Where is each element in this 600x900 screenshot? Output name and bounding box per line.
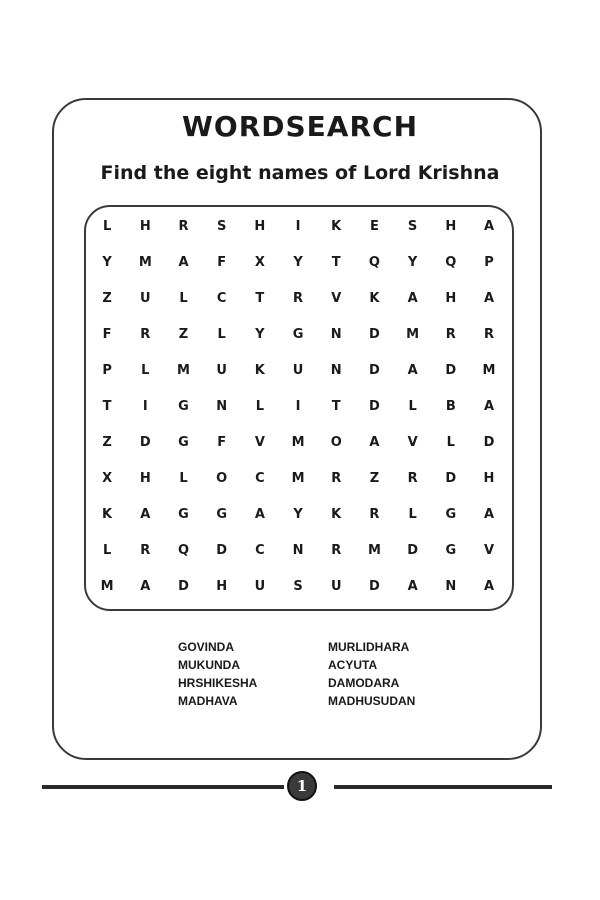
grid-cell[interactable]: A: [407, 578, 418, 594]
footer-divider-right: [334, 785, 552, 789]
grid-cell[interactable]: D: [369, 362, 380, 378]
grid-cell[interactable]: L: [179, 470, 188, 486]
grid-cell[interactable]: T: [255, 290, 265, 306]
grid-cell[interactable]: I: [142, 398, 148, 414]
grid-cell[interactable]: L: [408, 398, 417, 414]
grid-cell[interactable]: L: [102, 542, 112, 558]
grid-cell[interactable]: L: [217, 326, 226, 342]
grid-cell[interactable]: U: [140, 290, 151, 306]
grid-cell[interactable]: Z: [102, 434, 112, 450]
grid-cell[interactable]: B: [445, 398, 456, 414]
grid-cell[interactable]: A: [483, 398, 494, 414]
grid-cell[interactable]: Z: [369, 470, 380, 486]
grid-cell[interactable]: Q: [445, 254, 457, 270]
grid-cell[interactable]: M: [100, 578, 114, 594]
grid-cell[interactable]: T: [331, 254, 341, 270]
grid-cell[interactable]: S: [216, 218, 227, 234]
grid-cell[interactable]: N: [292, 542, 304, 558]
grid-cell[interactable]: R: [483, 326, 494, 342]
grid-cell[interactable]: H: [445, 218, 457, 234]
grid-cell[interactable]: A: [140, 578, 151, 594]
grid-cell[interactable]: D: [178, 578, 189, 594]
word-list-item: HRSHIKESHA: [178, 676, 258, 690]
word-list-item: MUKUNDA: [178, 658, 240, 672]
grid-cell[interactable]: O: [216, 470, 228, 486]
grid-cell[interactable]: Y: [102, 254, 112, 270]
word-list-item: ACYUTA: [328, 658, 378, 672]
grid-cell[interactable]: F: [217, 434, 227, 450]
grid-cell[interactable]: E: [369, 218, 379, 234]
grid-cell[interactable]: A: [140, 506, 151, 522]
grid-cell[interactable]: A: [178, 254, 189, 270]
grid-cell[interactable]: K: [102, 506, 113, 522]
grid-cell[interactable]: H: [254, 218, 266, 234]
letter-grid: [88, 208, 508, 604]
grid-cell[interactable]: N: [216, 398, 228, 414]
grid-cell[interactable]: N: [330, 362, 342, 378]
grid-cell[interactable]: M: [406, 326, 420, 342]
grid-cell[interactable]: F: [217, 254, 227, 270]
grid-cell[interactable]: R: [331, 470, 342, 486]
grid-cell[interactable]: H: [216, 578, 228, 594]
grid-cell[interactable]: S: [293, 578, 303, 594]
grid-cell[interactable]: N: [330, 326, 342, 342]
grid-cell[interactable]: K: [331, 506, 342, 522]
grid-cell[interactable]: Y: [255, 326, 265, 342]
grid-cell[interactable]: A: [483, 506, 494, 522]
grid-cell[interactable]: L: [141, 362, 150, 378]
grid-cell[interactable]: G: [216, 506, 227, 522]
word-list-right: [328, 638, 415, 710]
grid-cell[interactable]: A: [254, 506, 265, 522]
grid-cell[interactable]: R: [293, 290, 304, 306]
word-list-item: MURLIDHARA: [328, 640, 410, 654]
grid-cell[interactable]: K: [331, 218, 342, 234]
grid-cell[interactable]: D: [445, 470, 457, 486]
grid-cell[interactable]: D: [369, 398, 380, 414]
grid-cell[interactable]: L: [179, 290, 188, 306]
grid-cell[interactable]: C: [255, 542, 265, 558]
word-list-item: DAMODARA: [328, 676, 400, 690]
grid-cell[interactable]: U: [216, 362, 227, 378]
grid-cell[interactable]: H: [483, 470, 495, 486]
grid-cell[interactable]: K: [369, 290, 380, 306]
grid-cell[interactable]: V: [331, 290, 342, 306]
grid-cell[interactable]: M: [138, 254, 152, 270]
grid-cell[interactable]: H: [445, 290, 457, 306]
grid-cell[interactable]: X: [102, 470, 113, 486]
grid-cell[interactable]: T: [331, 398, 341, 414]
grid-cell[interactable]: L: [255, 398, 264, 414]
page-title: WORDSEARCH: [182, 110, 418, 143]
grid-cell[interactable]: Y: [293, 254, 303, 270]
grid-cell[interactable]: A: [369, 434, 380, 450]
grid-cell[interactable]: G: [178, 398, 189, 414]
grid-cell[interactable]: R: [445, 326, 456, 342]
grid-cell[interactable]: R: [407, 470, 418, 486]
grid-cell[interactable]: G: [178, 506, 189, 522]
grid-cell[interactable]: R: [331, 542, 342, 558]
grid-cell[interactable]: D: [445, 362, 457, 378]
grid-cell[interactable]: I: [295, 398, 301, 414]
grid-cell[interactable]: A: [483, 290, 494, 306]
grid-cell[interactable]: Y: [407, 254, 418, 270]
grid-cell[interactable]: Y: [293, 506, 303, 522]
grid-cell[interactable]: M: [367, 542, 381, 558]
word-list-item: MADHAVA: [178, 694, 238, 708]
grid-cell[interactable]: C: [255, 470, 265, 486]
grid-cell[interactable]: D: [369, 326, 380, 342]
grid-cell[interactable]: U: [330, 578, 342, 594]
word-list-item: GOVINDA: [178, 640, 235, 654]
grid-cell[interactable]: G: [445, 542, 457, 558]
grid-cell[interactable]: R: [178, 218, 189, 234]
grid-cell[interactable]: D: [139, 434, 151, 450]
grid-cell[interactable]: D: [483, 434, 495, 450]
grid-cell[interactable]: L: [408, 506, 417, 522]
grid-cell[interactable]: N: [445, 578, 457, 594]
grid-cell[interactable]: I: [295, 218, 301, 234]
grid-cell[interactable]: T: [102, 398, 112, 414]
grid-cell[interactable]: G: [445, 506, 457, 522]
grid-cell[interactable]: R: [369, 506, 380, 522]
grid-cell[interactable]: A: [407, 362, 418, 378]
grid-cell[interactable]: R: [140, 326, 151, 342]
grid-cell[interactable]: Q: [177, 542, 189, 558]
grid-cell[interactable]: A: [483, 218, 494, 234]
grid-cell[interactable]: X: [254, 254, 265, 270]
grid-cell[interactable]: M: [291, 434, 305, 450]
word-list-item: MADHUSUDAN: [328, 694, 416, 708]
grid-cell[interactable]: Z: [102, 290, 112, 306]
grid-cell[interactable]: H: [139, 470, 151, 486]
grid-cell[interactable]: R: [140, 542, 151, 558]
grid-cell[interactable]: G: [292, 326, 304, 342]
page-subtitle: Find the eight names of Lord Krishna: [100, 162, 500, 184]
grid-cell[interactable]: G: [178, 434, 189, 450]
grid-cell[interactable]: V: [483, 542, 494, 558]
grid-cell[interactable]: K: [254, 362, 265, 378]
grid-cell[interactable]: V: [254, 434, 265, 450]
grid-cell[interactable]: Q: [368, 254, 380, 270]
grid-cell[interactable]: A: [407, 290, 418, 306]
grid-cell[interactable]: M: [177, 362, 190, 378]
grid-cell[interactable]: F: [102, 326, 112, 342]
grid-cell[interactable]: L: [102, 218, 112, 234]
grid-cell[interactable]: U: [254, 578, 266, 594]
footer-divider-left: [42, 785, 284, 789]
grid-cell[interactable]: P: [102, 362, 112, 378]
word-list-left: [178, 638, 257, 710]
grid-cell[interactable]: L: [446, 434, 455, 450]
grid-cell[interactable]: P: [484, 254, 494, 270]
grid-cell[interactable]: U: [292, 362, 304, 378]
grid-cell[interactable]: S: [407, 218, 418, 234]
grid-cell[interactable]: M: [482, 362, 496, 378]
grid-cell[interactable]: A: [483, 578, 494, 594]
grid-cell[interactable]: D: [216, 542, 228, 558]
grid-cell[interactable]: V: [407, 434, 418, 450]
grid-cell[interactable]: O: [330, 434, 342, 450]
grid-cell[interactable]: M: [291, 470, 305, 486]
grid-cell[interactable]: D: [369, 578, 380, 594]
grid-cell[interactable]: D: [407, 542, 418, 558]
grid-cell[interactable]: Z: [178, 326, 189, 342]
grid-cell[interactable]: H: [139, 218, 151, 234]
grid-cell[interactable]: C: [216, 290, 227, 306]
page-number-badge: 1: [287, 771, 317, 801]
